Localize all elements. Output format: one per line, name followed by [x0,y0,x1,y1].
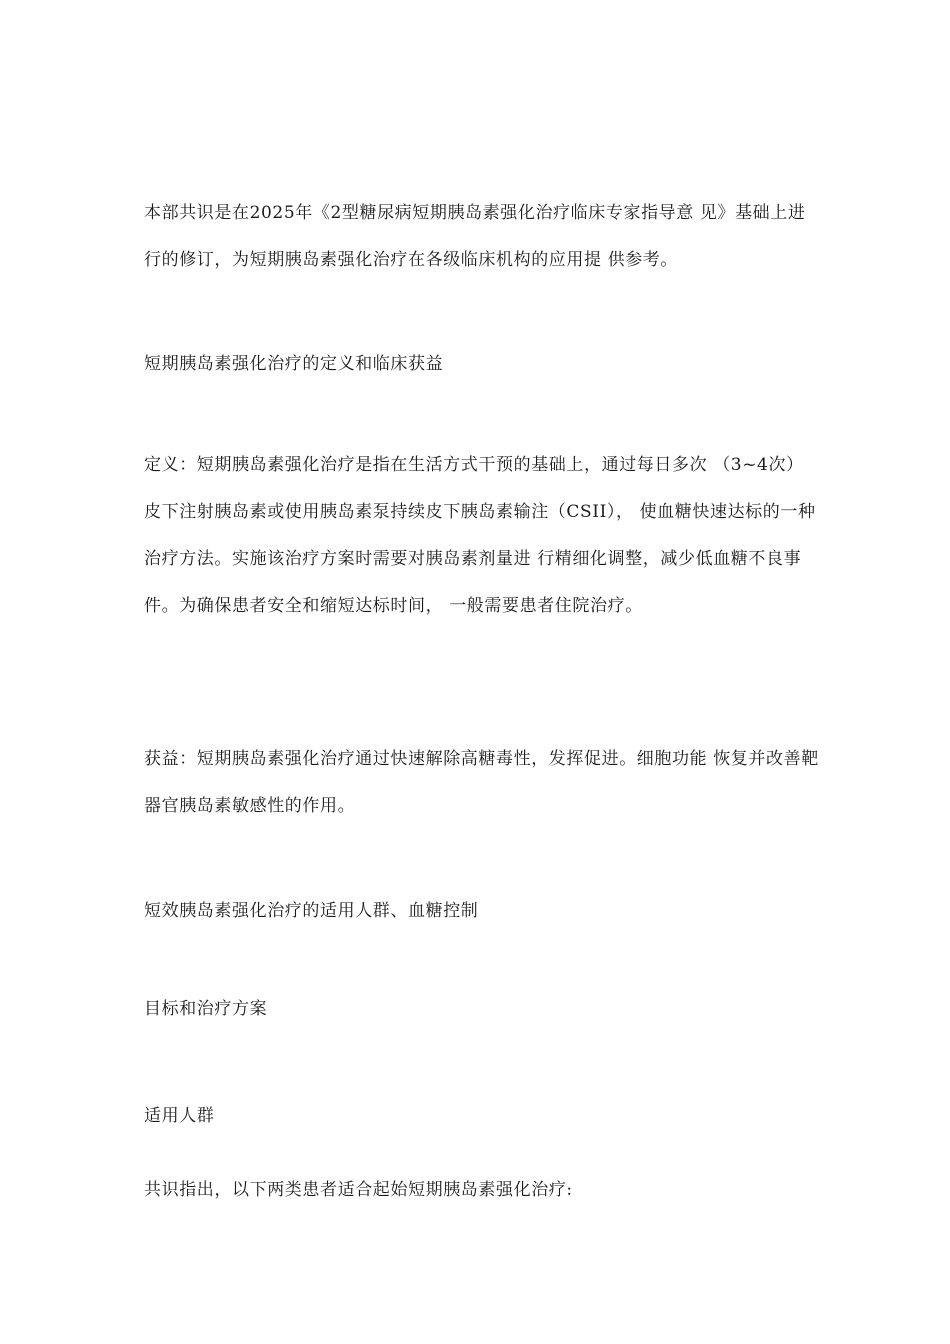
population-heading-continued: 目标和治疗方案 [144,999,268,1019]
applicable-heading: 适用人群 [144,1106,215,1126]
definition-paragraph: 定义：短期胰岛素强化治疗是指在生活方式干预的基础上，通过每日多次 （3~4次）皮下注射胰岛素或使用胰岛素泵持续皮下胰岛素输注（CSII）， 使血糖快速达标的一种治疗方法。实施该治疗方案时需要对胰岛素剂量进 行精细化调整，减少低血糖不良事件。为确保患者安全和缩短达标时间， 一般需要患者住院治疗。 [144,455,816,616]
population-heading: 短效胰岛素强化治疗的适用人群、血糖控制 [144,901,479,921]
benefit-paragraph: 获益：短期胰岛素强化治疗通过快速解除高糖毒性，发挥促进。细胞功能 恢复并改善靶器官胰岛素敏感性的作用。 [144,749,819,816]
consensus-line: 共识指出，以下两类患者适合起始短期胰岛素强化治疗: [144,1180,573,1200]
definition-heading: 短期胰岛素强化治疗的定义和临床获益 [144,354,444,374]
intro-paragraph: 本部共识是在2025年《2型糖尿病短期胰岛素强化治疗临床专家指导意 见》基础上进行的修订，为短期胰岛素强化治疗在各级临床机构的应用提 供参考。 [144,203,806,270]
